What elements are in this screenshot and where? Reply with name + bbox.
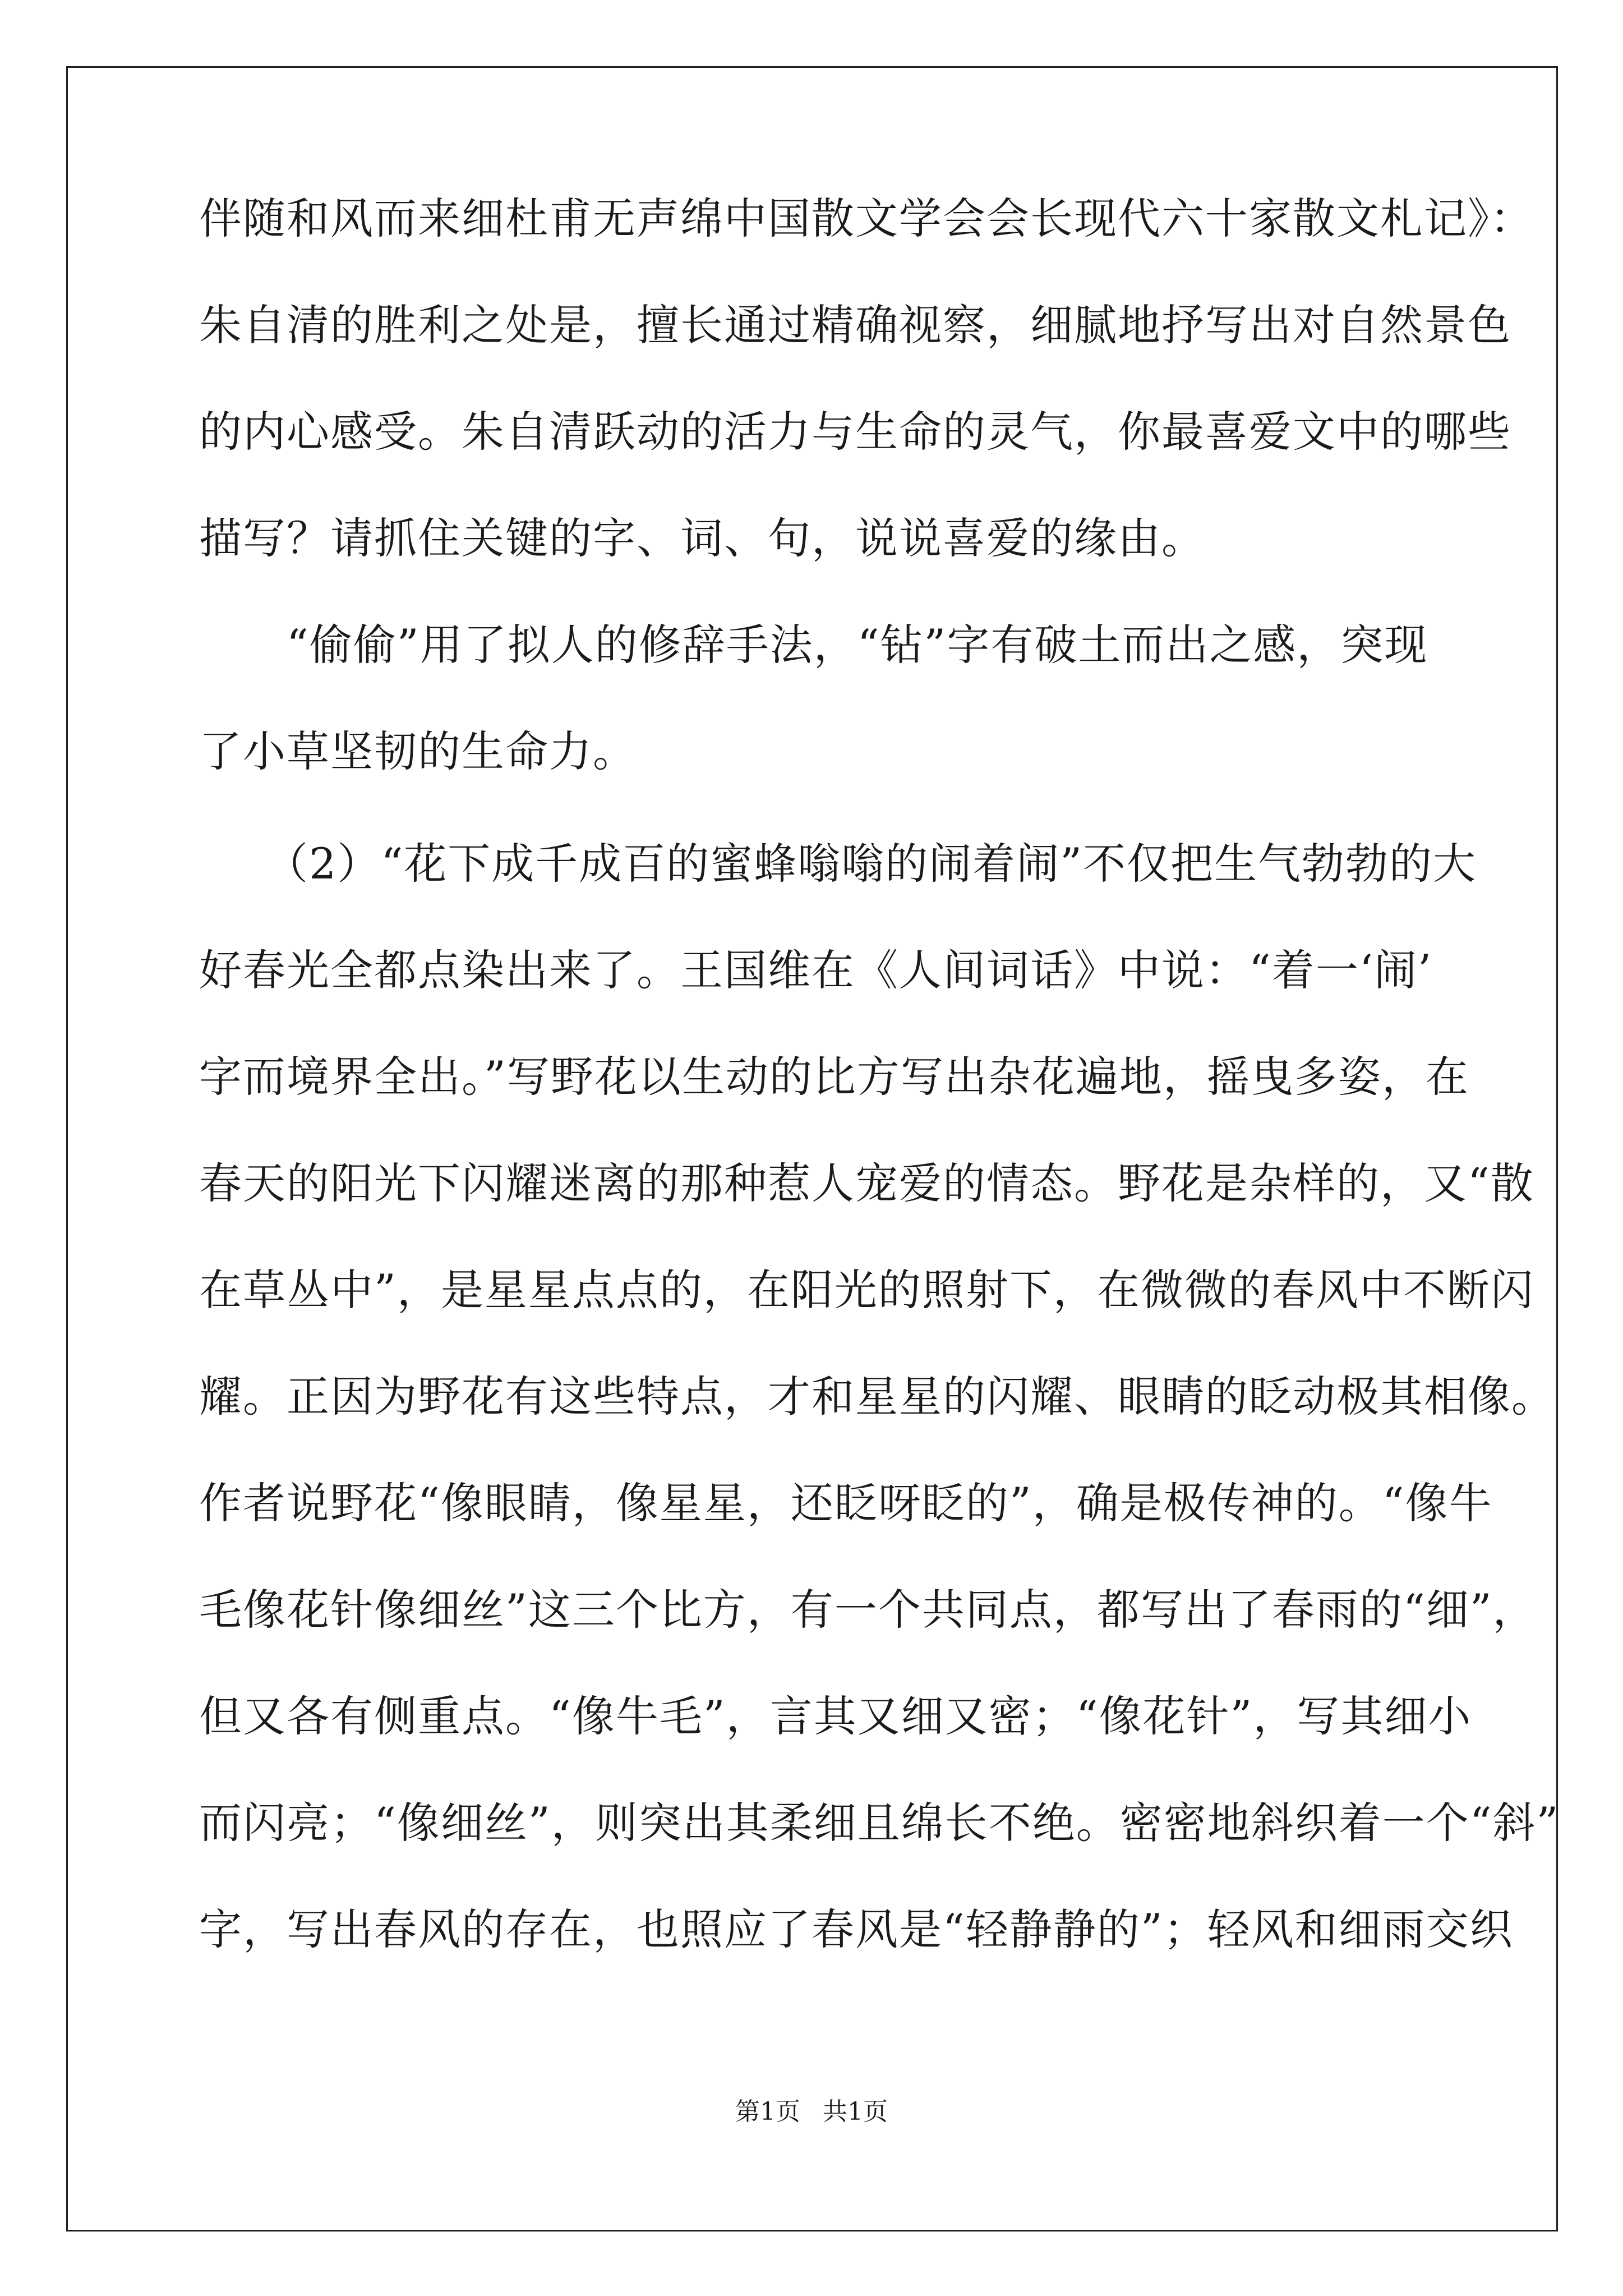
text-line: 作者说野花“像眼睛，像星星，还眨呀眨的”，确是极传神的。“像牛 [199, 1478, 1493, 1528]
text-line: 的内心感受。朱自清跃动的活力与生命的灵气，你最喜爱文中的哪些 [199, 407, 1511, 457]
text-line: 描写？请抓住关键的字、词、句，说说喜爱的缘由。 [199, 513, 1205, 563]
text-line: 在草丛中”，是星星点点的，在阳光的照射下，在微微的春风中不断闪 [199, 1265, 1534, 1315]
text-line: 好春光全都点染出来了。王国维在《人间词话》中说：“着一‘闹’ [199, 945, 1433, 995]
text-line: 而闪亮；“像细丝”，则突出其柔细且绵长不绝。密密地斜织着一个“斜” [199, 1798, 1560, 1848]
text-line: 朱自清的胜利之处是，擅长通过精确视察，细腻地抒写出对自然景色 [199, 300, 1511, 350]
text-line: 毛像花针像细丝”这三个比方，有一个共同点，都写出了春雨的“细”， [199, 1585, 1537, 1635]
text-line: （2）“花下成千成百的蜜蜂嗡嗡的闹着闹”不仅把生气勃勃的大 [199, 839, 1477, 889]
text-line: 但又各有侧重点。“像牛毛”，言其又细又密；“像花针”，写其细小 [199, 1691, 1472, 1741]
text-line: “偷偷”用了拟人的修辞手法，“钻”字有破土而出之感，突现 [199, 620, 1428, 670]
page-total: 共1页 [823, 2097, 888, 2126]
page-number: 第1页 [735, 2097, 800, 2126]
text-line: 耀。正因为野花有这些特点，才和星星的闪耀、眼睛的眨动极其相像。 [199, 1372, 1555, 1421]
text-line: 伴随和风而来细杜甫无声绵中国散文学会会长现代六十家散文札记》： [199, 194, 1534, 243]
text-line: 字，写出春风的存在，也照应了春风是“轻静静的”；轻风和细雨交织 [199, 1904, 1514, 1954]
text-line: 字而境界全出。”写野花以生动的比方写出杂花遍地，摇曳多姿，在 [199, 1052, 1469, 1102]
text-line: 了小草坚韧的生命力。 [199, 726, 637, 776]
text-line: 春天的阳光下闪耀迷离的那种惹人宠爱的情态。野花是杂样的，又“散 [199, 1158, 1534, 1208]
page-footer [0, 2095, 1623, 2129]
